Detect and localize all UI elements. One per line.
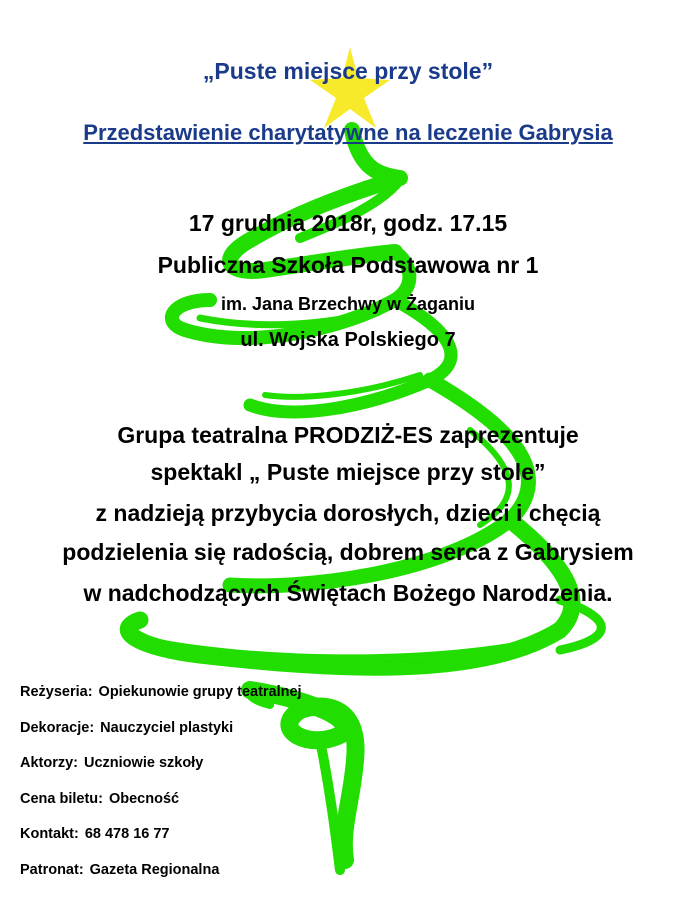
credit-value: Nauczyciel plastyki (100, 720, 233, 736)
credit-label: Reżyseria: (20, 684, 93, 700)
credit-directing (20, 684, 520, 720)
credit-decorations (20, 720, 520, 756)
credit-actors (20, 755, 520, 791)
credit-contact (20, 826, 520, 862)
description-line: podzielenia się radością, dobrem serca z Gabrysiem (0, 539, 696, 566)
credit-label: Aktorzy: (20, 755, 78, 771)
credits-list (20, 684, 520, 897)
credit-label: Kontakt: (20, 826, 79, 842)
credit-ticket-price (20, 791, 520, 827)
credit-value: Obecność (109, 791, 179, 807)
credit-value: Opiekunowie grupy teatralnej (99, 684, 302, 700)
event-venue-name: im. Jana Brzechwy w Żaganiu (0, 294, 696, 315)
flyer-title: „Puste miejsce przy stole” (0, 58, 696, 85)
credit-label: Dekoracje: (20, 720, 94, 736)
event-address: ul. Wojska Polskiego 7 (0, 329, 696, 352)
credit-value: Uczniowie szkoły (84, 755, 203, 771)
event-venue: Publiczna Szkoła Podstawowa nr 1 (0, 252, 696, 279)
credit-patronage (20, 862, 520, 897)
credit-label: Patronat: (20, 862, 84, 878)
description-line: spektakl „ Puste miejsce przy stole” (0, 459, 696, 486)
credit-value: Gazeta Regionalna (90, 862, 220, 878)
description-line: Grupa teatralna PRODZIŻ-ES zaprezentuje (0, 422, 696, 449)
description-line: z nadzieją przybycia dorosłych, dzieci i chęcią (0, 500, 696, 527)
credit-value: 68 478 16 77 (85, 826, 170, 842)
description-line: w nadchodzących Świętach Bożego Narodzenia. (0, 580, 696, 607)
credit-label: Cena biletu: (20, 791, 103, 807)
event-date-time: 17 grudnia 2018r, godz. 17.15 (0, 210, 696, 237)
flyer-subtitle: Przedstawienie charytatywne na leczenie Gabrysia (0, 120, 696, 146)
